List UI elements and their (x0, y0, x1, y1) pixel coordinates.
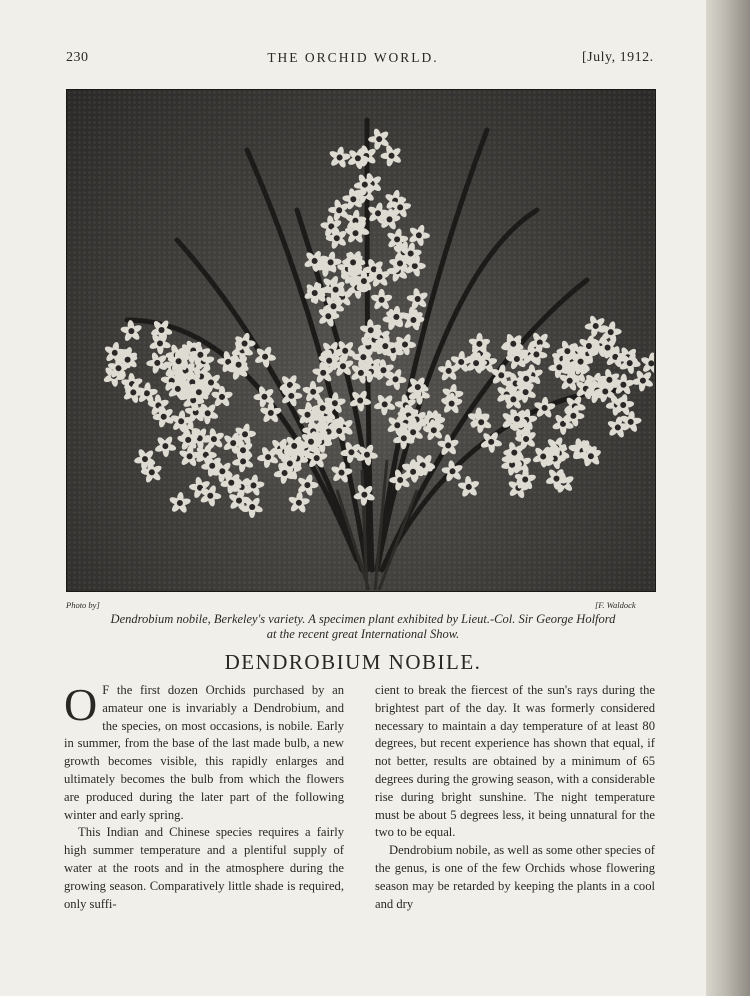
page-number: 230 (66, 50, 89, 65)
paragraph-1-text: F the first dozen Orchids purchased by an amateur one is invariably a Dendrobium, and the species, on most occasions, is nobile. Early in summer, from the base of the last made bulb, a new growth becomes visible, this rapidly enlarges and ultimately becomes the bulb from which the flowers are produced during the later part of the following winter and early spring. (64, 683, 344, 822)
photo-credit-label: Photo by] (66, 600, 100, 610)
text-column-right (375, 682, 655, 913)
photographer-name: [F. Waldock (595, 600, 636, 610)
article-title: DENDROBIUM NOBILE. (224, 650, 482, 674)
orchid-photograph (66, 89, 656, 592)
figure-caption-line-2: at the recent great International Show. (266, 627, 460, 641)
paragraph-4: Dendrobium nobile, as well as some other species of the genus, is one of the few Orchids whose flowering season may be retarded by keeping the plants in a cool and dry (375, 843, 655, 911)
running-title: THE ORCHID WORLD. (267, 50, 439, 65)
issue-date: [July, 1912. (582, 50, 654, 65)
paragraph-1 (64, 679, 344, 824)
orchid-illustration (67, 90, 654, 590)
text-column-left (64, 679, 344, 913)
paragraph-3: cient to break the fiercest of the sun's rays during the brightest part of the day. It was formerly considered necessary to maintain a day temperature of at least 80 degrees, but recent experience has shown that equal, if not better, results are obtained by a minimum of 65 degrees during the growing season, with a considerable rise during bright sunshine. The night temperature must be about 5 degrees less, it being unnatural for the two to be equal. (375, 683, 655, 840)
paragraph-2: This Indian and Chinese species requires a fairly high summer temperature and a plentiful supply of water at the roots and in the atmosphere during the growing season. Comparatively little shade is required, only suffi- (64, 825, 344, 911)
figure-caption-line-1: Dendrobium nobile, Berkeley's variety. A specimen plant exhibited by Lieut.-Col. Sir George Holford (110, 612, 616, 626)
drop-cap: O (64, 679, 98, 730)
book-spine-shadow (706, 0, 750, 996)
